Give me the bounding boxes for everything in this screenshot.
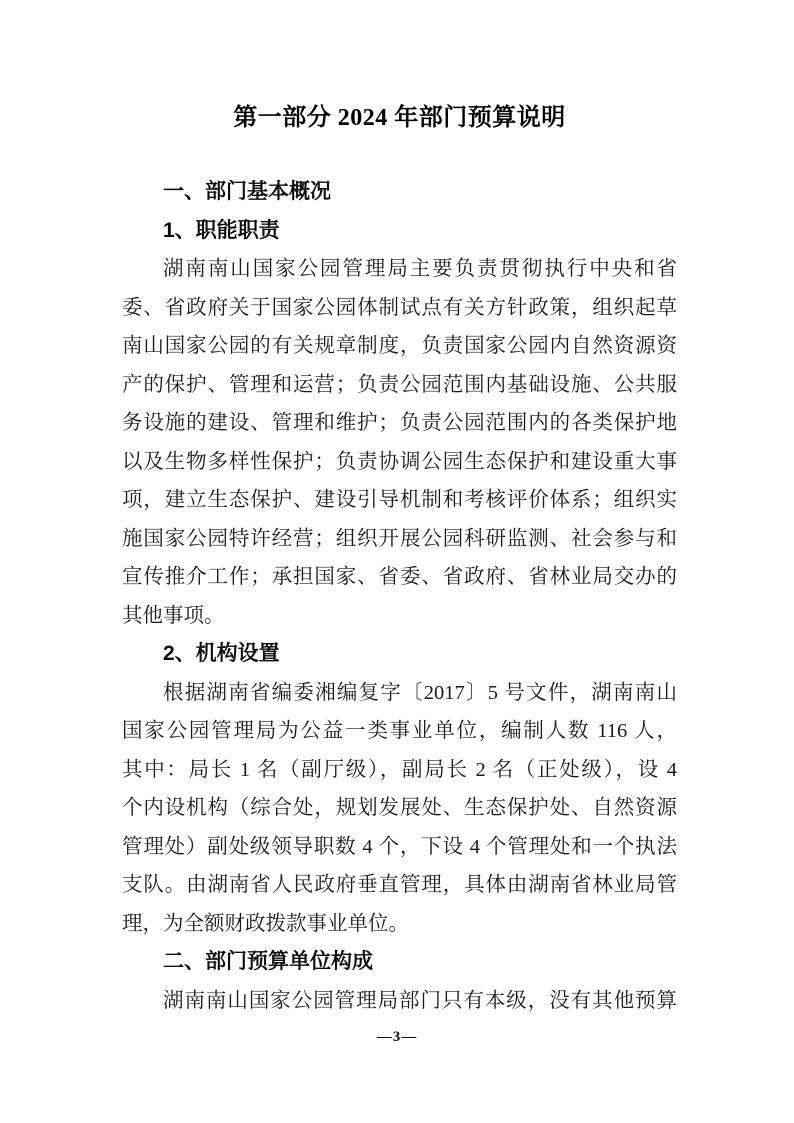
paragraph-line: 湖南南山国家公园管理局部门只有本级，没有其他预算 (163, 989, 677, 1012)
sub-heading: 1、职能职责 (163, 218, 280, 242)
document-body (122, 173, 677, 1020)
paragraph-line: 务设施的建设、管理和维护；负责公园范围内的各类保护地 (122, 412, 677, 434)
paragraph-line: 以及生物多样性保护；负责协调公园生态保护和建设重大事 (122, 450, 677, 473)
paragraph (122, 250, 677, 635)
paragraph-line: 其中：局长 1 名（副厅级），副局长 2 名（正处级），设 4 (122, 758, 677, 781)
paragraph-line: 项，建立生态保护、建设引导机制和考核评价体系；组织实 (122, 489, 677, 511)
paragraph-line: 根据湖南省编委湘编复字〔2017〕5 号文件，湖南南山 (163, 681, 677, 704)
paragraph-line: 施国家公园特许经营；组织开展公园科研监测、社会参与和 (122, 527, 677, 550)
paragraph-line: 委、省政府关于国家公园体制试点有关方针政策，组织起草 (122, 296, 677, 319)
paragraph-line: 产的保护、管理和运营；负责公园范围内基础设施、公共服 (122, 373, 677, 396)
paragraph-line: 宣传推介工作；承担国家、省委、省政府、省林业局交办的 (122, 566, 677, 588)
paragraph-line: 理，为全额财政拨款事业单位。 (122, 912, 409, 935)
page-footer (0, 1028, 794, 1046)
paragraph-line: 国家公园管理局为公益一类事业单位，编制人数 116 人， (122, 720, 677, 742)
paragraph-line: 个内设机构（综合处，规划发展处、生态保护处、自然资源 (122, 797, 677, 819)
paragraph-line: 其他事项。 (122, 604, 225, 627)
sub-heading: 2、机构设置 (163, 642, 280, 665)
paragraph-line: 支队。由湖南省人民政府垂直管理，具体由湖南省林业局管 (122, 874, 677, 896)
section-heading: 一、部门基本概况 (163, 180, 331, 203)
document-title: 第一部分 2024 年部门预算说明 (233, 105, 566, 131)
paragraph-line: 南山国家公园的有关规章制度，负责国家公园内自然资源资 (122, 335, 677, 357)
section-heading: 二、部门预算单位构成 (163, 950, 373, 973)
page-number: —3— (376, 1029, 418, 1045)
paragraph-line: 湖南南山国家公园管理局主要负责贯彻执行中央和省 (163, 258, 677, 280)
paragraph (122, 674, 677, 944)
paragraph-line: 管理处）副处级领导职数 4 个，下设 4 个管理处和一个执法 (122, 835, 677, 858)
paragraph (122, 982, 677, 1021)
